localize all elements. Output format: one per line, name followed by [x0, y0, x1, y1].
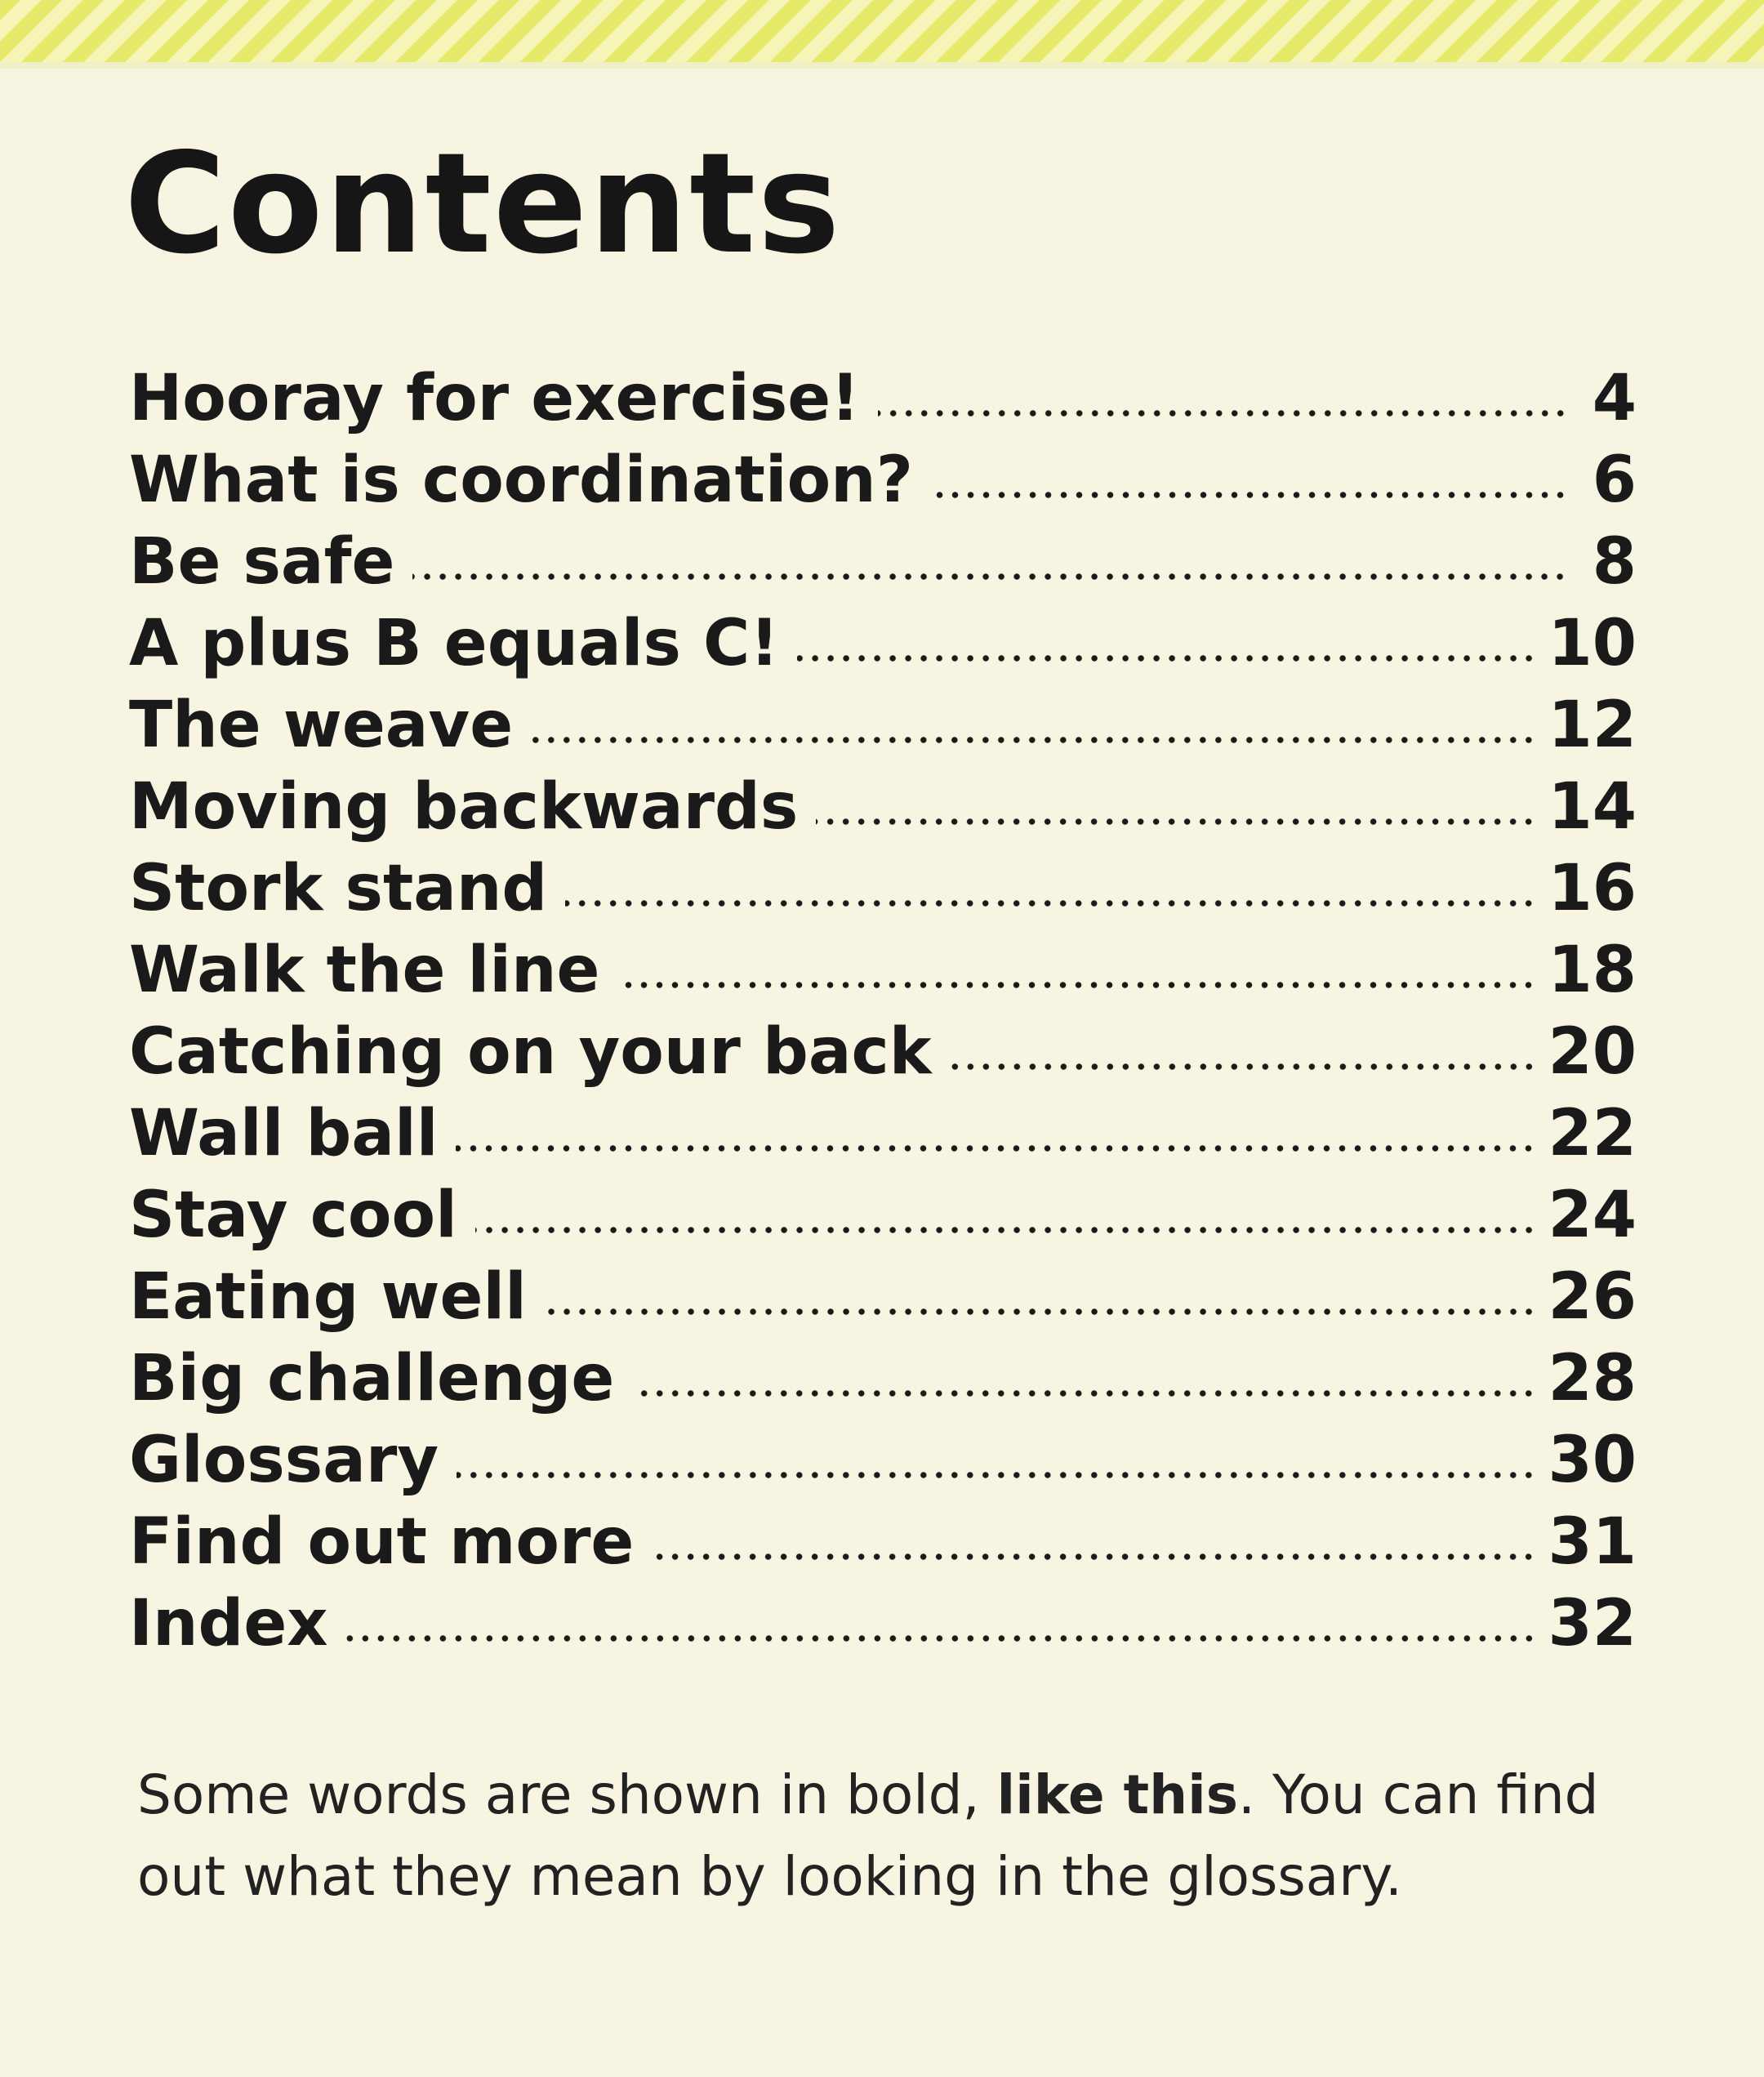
dot-leader — [346, 1634, 1537, 1643]
dot-leader — [475, 1225, 1537, 1235]
toc-entry-title: Glossary — [129, 1424, 439, 1497]
toc-entry[interactable] — [129, 603, 1637, 684]
toc-entry[interactable] — [129, 684, 1637, 766]
toc-entry-title: Walk the line — [129, 934, 600, 1007]
glossary-note-bold-example: like this — [996, 1763, 1239, 1826]
toc-entry-title: Eating well — [129, 1260, 527, 1334]
dot-leader — [456, 1143, 1536, 1153]
dot-leader — [531, 735, 1536, 745]
toc-entry-page: 31 — [1548, 1505, 1637, 1579]
toc-entry-title: Moving backwards — [129, 770, 799, 844]
dot-leader — [457, 1470, 1536, 1480]
glossary-note — [137, 1754, 1607, 1918]
toc-entry[interactable] — [129, 521, 1637, 603]
toc-entry[interactable] — [129, 848, 1637, 929]
toc-entry-page: 10 — [1548, 607, 1637, 680]
dot-leader — [545, 1307, 1537, 1317]
toc-entry-title: Wall ball — [129, 1097, 439, 1170]
toc-entry[interactable] — [129, 1174, 1637, 1256]
toc-entry-title: Find out more — [129, 1505, 635, 1579]
toc-entry[interactable] — [129, 1583, 1637, 1665]
toc-entry-page: 6 — [1592, 443, 1637, 517]
dot-leader — [652, 1552, 1536, 1562]
toc-entry-title: Hooray for exercise! — [129, 362, 860, 435]
toc-entry-title: A plus B equals C! — [129, 607, 779, 680]
dot-leader — [878, 408, 1568, 418]
toc-entry[interactable] — [129, 439, 1637, 521]
toc-entry-page: 14 — [1548, 770, 1637, 844]
toc-entry-title: Be safe — [129, 525, 395, 599]
toc-entry-page: 32 — [1548, 1587, 1637, 1660]
toc-entry-title: Big challenge — [129, 1342, 615, 1415]
top-decorative-stripe — [0, 0, 1764, 69]
dot-leader — [797, 653, 1537, 663]
toc-entry-title: Stork stand — [129, 852, 548, 925]
page-title: Contents — [124, 123, 842, 285]
toc-entry-title: The weave — [129, 689, 514, 762]
table-of-contents — [129, 358, 1637, 1665]
toc-entry[interactable] — [129, 1501, 1637, 1583]
dot-leader — [565, 898, 1536, 908]
toc-entry-page: 4 — [1592, 362, 1637, 435]
toc-entry[interactable] — [129, 929, 1637, 1011]
dot-leader — [950, 1062, 1537, 1072]
toc-entry[interactable] — [129, 1011, 1637, 1093]
toc-entry[interactable] — [129, 1338, 1637, 1420]
toc-entry-page: 30 — [1548, 1424, 1637, 1497]
toc-entry[interactable] — [129, 358, 1637, 439]
toc-entry-page: 20 — [1548, 1015, 1637, 1089]
toc-entry-title: What is coordination? — [129, 443, 913, 517]
glossary-note-text-end: . You can find out what they mean by looking in the glossary. — [137, 1763, 1599, 1908]
toc-entry[interactable] — [129, 1420, 1637, 1501]
toc-entry-page: 18 — [1548, 934, 1637, 1007]
toc-entry-page: 8 — [1592, 525, 1637, 599]
toc-entry-title: Stay cool — [129, 1179, 457, 1252]
toc-entry-page: 12 — [1548, 689, 1637, 762]
glossary-note-text-start: Some words are shown in bold, — [137, 1763, 997, 1826]
toc-entry-page: 28 — [1548, 1342, 1637, 1415]
dot-leader — [816, 817, 1536, 827]
toc-entry[interactable] — [129, 1256, 1637, 1338]
toc-entry-page: 26 — [1548, 1260, 1637, 1334]
toc-entry[interactable] — [129, 1093, 1637, 1174]
dot-leader — [412, 572, 1568, 582]
dot-leader — [632, 1388, 1536, 1398]
toc-entry-page: 16 — [1548, 852, 1637, 925]
dot-leader — [931, 490, 1568, 500]
dot-leader — [617, 980, 1536, 990]
toc-entry-title: Catching on your back — [129, 1015, 932, 1089]
toc-entry-page: 24 — [1548, 1179, 1637, 1252]
toc-entry[interactable] — [129, 766, 1637, 848]
toc-entry-page: 22 — [1548, 1097, 1637, 1170]
toc-entry-title: Index — [129, 1587, 328, 1660]
